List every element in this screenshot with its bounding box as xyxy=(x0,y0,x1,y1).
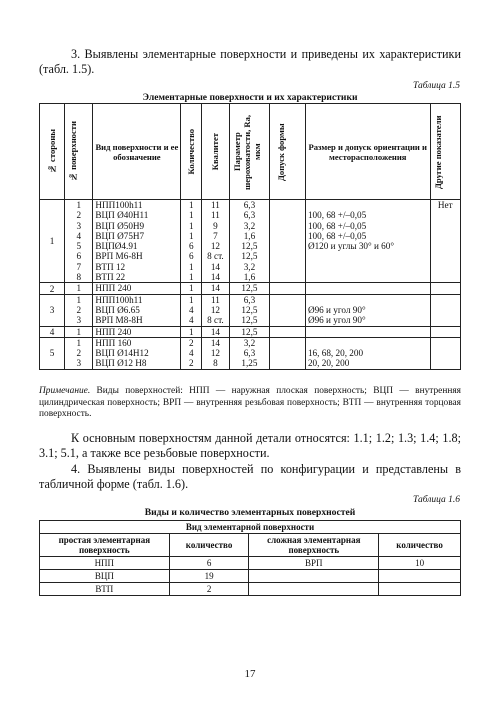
qualitets-line: 8 xyxy=(213,358,218,369)
roughness-values-line: 12,5 xyxy=(241,326,258,337)
other-indicators xyxy=(430,283,460,294)
roughness-values-line: 3,2 xyxy=(243,261,256,272)
surface-numbers-line: 8 xyxy=(76,272,82,283)
surface-types-line: ВЦП Ø75H7 xyxy=(95,230,145,241)
other-indicators-line xyxy=(433,262,458,272)
form-tolerance-line xyxy=(272,200,303,210)
qualitets-line: 12 xyxy=(210,304,220,315)
roughness-values-line: 3,2 xyxy=(243,220,256,231)
quantities-line: 4 xyxy=(189,304,194,315)
other-indicators-line xyxy=(433,358,458,368)
form-tolerance-line xyxy=(272,231,303,241)
table16-caption: Таблица 1.6 xyxy=(413,495,460,505)
size-tolerances-line xyxy=(308,200,428,210)
qualitets xyxy=(202,326,229,337)
table16-cell: ВРП xyxy=(249,557,379,570)
quantities-line: 1 xyxy=(189,326,194,337)
other-indicators xyxy=(430,337,460,369)
surface-numbers-line: 1 xyxy=(76,294,82,305)
other-indicators-line xyxy=(433,272,458,282)
size-tolerances xyxy=(305,326,430,337)
table-row xyxy=(40,326,461,337)
surface-types-line: НПП 240 xyxy=(95,326,132,337)
table15-header-row xyxy=(40,104,461,200)
qualitets-line: 14 xyxy=(210,326,220,337)
surface-numbers-line: 1 xyxy=(76,200,82,210)
table-row xyxy=(40,337,461,369)
page-number: 17 xyxy=(244,668,256,680)
form-tolerance-line xyxy=(272,272,303,282)
surface-numbers xyxy=(65,294,93,326)
qualitets xyxy=(202,283,229,294)
roughness-values-line: 3,2 xyxy=(243,337,256,348)
size-tolerances-line xyxy=(308,283,428,293)
header-qualitet: Квалитет xyxy=(202,104,229,200)
other-indicators-line xyxy=(433,283,458,293)
form-tolerance-line xyxy=(272,262,303,272)
qualitets-line: 11 xyxy=(210,210,220,221)
form-tolerance-line xyxy=(272,295,303,305)
qualitets-line: 14 xyxy=(210,261,220,272)
other-indicators-line xyxy=(433,327,458,337)
other-indicators-line xyxy=(433,305,458,315)
surface-numbers-line: 6 xyxy=(76,251,82,262)
surface-numbers xyxy=(65,283,93,294)
quantities-line: 1 xyxy=(189,220,194,231)
roughness-values-line: 12,5 xyxy=(241,283,258,294)
surfaces-table xyxy=(39,103,461,370)
header-roughness: Параметр шероховатости, Ra, мкм xyxy=(229,104,270,200)
table16-cell: 2 xyxy=(169,583,249,596)
quantities xyxy=(181,283,202,294)
form-tolerance-line xyxy=(272,348,303,358)
roughness-values xyxy=(229,326,270,337)
size-tolerances-line xyxy=(308,251,428,261)
surface-types-line: ВЦП Ø12 H8 xyxy=(95,358,147,369)
size-tolerances xyxy=(305,337,430,369)
table16-header-row xyxy=(40,534,461,557)
table-row xyxy=(40,200,461,283)
surface-types-line: НПП 160 xyxy=(95,337,132,348)
roughness-values-line: 1,25 xyxy=(241,358,258,369)
table16-group-header-row xyxy=(40,521,461,534)
surface-numbers-line: 1 xyxy=(76,326,82,337)
surface-numbers-line: 4 xyxy=(76,230,82,241)
surface-types-line: ВЦП Ø50H9 xyxy=(95,220,145,231)
other-indicators-line xyxy=(433,231,458,241)
quantities xyxy=(181,326,202,337)
header-size-tolerance: Размер и допуск ориентации и месторасположения xyxy=(305,104,430,200)
size-tolerances-line: 100, 68 +/–0,05 xyxy=(307,230,367,241)
table-row xyxy=(40,570,461,583)
roughness-values xyxy=(229,283,270,294)
quantities-line: 6 xyxy=(189,241,194,252)
surface-types-line: ВЦП Ø6.65 xyxy=(95,304,140,315)
other-indicators xyxy=(430,326,460,337)
table-note xyxy=(39,386,461,421)
other-indicators-line xyxy=(433,348,458,358)
surface-types xyxy=(93,294,181,326)
roughness-values-line: 6,3 xyxy=(243,294,256,305)
form-tolerance xyxy=(270,326,306,337)
other-indicators-line xyxy=(433,241,458,251)
qualitets xyxy=(202,337,229,369)
surface-types-line: ВЦПØ4.91 xyxy=(95,241,138,252)
other-indicators-line xyxy=(433,210,458,220)
note-text: Виды поверхностей: НПП — наружная плоская поверхность; ВЦП — внутренняя цилиндрическая поверхность; ВРП — внутренняя резьбовая поверхность; ВТП — внутренняя торцовая поверхность. xyxy=(39,386,461,420)
main-surfaces-paragraph: К основным поверхностям данной детали относятся: 1.1; 1.2; 1.3; 1.4; 1.8; 3.1; 5.1, а также все резьбовые поверхности. xyxy=(39,431,461,460)
table16-cell xyxy=(249,570,379,583)
form-tolerance xyxy=(270,200,306,283)
intro-paragraph: 3. Выявлены элементарные поверхности и приведены их характеристики (табл. 1.5). xyxy=(39,47,461,76)
form-tolerance-line xyxy=(272,305,303,315)
size-tolerances-line xyxy=(308,262,428,272)
form-tolerance-line xyxy=(272,241,303,251)
size-tolerances-line xyxy=(308,272,428,282)
qualitets xyxy=(202,294,229,326)
side-number: 1 xyxy=(40,200,65,283)
quantities-line: 1 xyxy=(189,200,194,210)
form-tolerance-line xyxy=(272,251,303,261)
table16-col-simple: простая элементарная поверхность xyxy=(40,534,170,557)
surface-numbers-line: 5 xyxy=(76,241,82,252)
surface-numbers xyxy=(65,326,93,337)
surface-numbers-line: 1 xyxy=(76,283,82,294)
roughness-values-line: 1,6 xyxy=(243,230,256,241)
quantities xyxy=(181,337,202,369)
quantities-line: 2 xyxy=(189,358,194,369)
surface-types-line: ВРП М8-8H xyxy=(95,315,143,326)
quantities-line: 1 xyxy=(189,261,194,272)
form-tolerance xyxy=(270,283,306,294)
table16-cell: ВЦП xyxy=(40,570,170,583)
size-tolerances-line: Ø120 и углы 30° и 60° xyxy=(307,241,395,252)
form-tolerance-line xyxy=(272,210,303,220)
quantities-line: 6 xyxy=(189,251,194,262)
size-tolerances-line: Ø96 и угол 90° xyxy=(307,315,366,326)
table16-group-header: Вид элементарной поверхности xyxy=(40,521,461,534)
roughness-values-line: 12,5 xyxy=(241,304,258,315)
surface-types xyxy=(93,200,181,283)
size-tolerances xyxy=(305,294,430,326)
table16-cell: 10 xyxy=(379,557,461,570)
other-indicators-line xyxy=(433,251,458,261)
surface-numbers-line: 2 xyxy=(76,348,82,359)
form-tolerance-line xyxy=(272,221,303,231)
surface-types-line: ВТП 22 xyxy=(95,272,126,283)
side-number: 2 xyxy=(40,283,65,294)
roughness-values xyxy=(229,337,270,369)
qualitets-line: 14 xyxy=(210,337,220,348)
size-tolerances-line xyxy=(308,338,428,348)
table15-caption: Таблица 1.5 xyxy=(413,81,460,91)
surface-types xyxy=(93,326,181,337)
surface-types-line: ВЦП Ø14H12 xyxy=(95,348,149,359)
size-tolerances xyxy=(305,283,430,294)
side-number: 4 xyxy=(40,326,65,337)
surface-numbers-line: 2 xyxy=(76,210,82,221)
surface-numbers-line: 3 xyxy=(76,358,82,369)
table16-cell: 19 xyxy=(169,570,249,583)
qualitets-line: 8 ст. xyxy=(207,315,224,326)
quantities-line: 4 xyxy=(189,315,194,326)
surface-types-line: НПП100h11 xyxy=(95,200,143,210)
table16-cell: 6 xyxy=(169,557,249,570)
surface-types xyxy=(93,337,181,369)
side-number: 3 xyxy=(40,294,65,326)
other-indicators-line xyxy=(433,338,458,348)
table-row xyxy=(40,583,461,596)
table-row xyxy=(40,557,461,570)
quantities-line: 1 xyxy=(189,272,194,283)
surface-numbers-line: 1 xyxy=(76,337,82,348)
size-tolerances-line: Ø96 и угол 90° xyxy=(307,304,366,315)
other-indicators-line xyxy=(433,295,458,305)
roughness-values-line: 6,3 xyxy=(243,200,256,210)
surface-types xyxy=(93,283,181,294)
surface-numbers-line: 2 xyxy=(76,304,82,315)
size-tolerances-line: 16, 68, 20, 200 xyxy=(307,348,364,359)
quantities-line: 1 xyxy=(189,230,194,241)
form-tolerance xyxy=(270,337,306,369)
size-tolerances-line: 100, 68 +/–0,05 xyxy=(307,220,367,231)
roughness-values-line: 12,5 xyxy=(241,251,258,262)
qualitets-line: 9 xyxy=(213,220,218,231)
surface-numbers xyxy=(65,200,93,283)
form-tolerance-line xyxy=(272,327,303,337)
roughness-values xyxy=(229,200,270,283)
table15-body xyxy=(40,200,461,370)
roughness-values-line: 12,5 xyxy=(241,241,258,252)
surface-numbers-line: 3 xyxy=(76,315,82,326)
table16-col-complex-qty: количество xyxy=(379,534,461,557)
other-indicators-line xyxy=(433,221,458,231)
roughness-values xyxy=(229,294,270,326)
header-form-tolerance: Допуск формы xyxy=(270,104,306,200)
side-number: 5 xyxy=(40,337,65,369)
form-tolerance-line xyxy=(272,283,303,293)
quantities-line: 2 xyxy=(189,337,194,348)
other-indicators-line: Нет xyxy=(437,200,453,210)
surface-types-line: НПП100h11 xyxy=(95,294,143,305)
table-row xyxy=(40,283,461,294)
quantities xyxy=(181,200,202,283)
surface-numbers-line: 7 xyxy=(76,261,82,272)
qualitets-line: 14 xyxy=(210,272,220,283)
size-tolerances-line: 100, 68 +/–0,05 xyxy=(307,210,367,221)
qualitets-line: 7 xyxy=(213,230,218,241)
size-tolerances-line xyxy=(308,295,428,305)
surface-types-line: ВРП М6-8H xyxy=(95,251,143,262)
note-label: Примечание. xyxy=(39,386,91,396)
form-tolerance-line xyxy=(272,315,303,325)
surface-numbers-line: 3 xyxy=(76,220,82,231)
table-row xyxy=(40,294,461,326)
surface-types-line: ВЦП Ø40H11 xyxy=(95,210,149,221)
table16-col-simple-qty: количество xyxy=(169,534,249,557)
qualitets-line: 14 xyxy=(210,283,220,294)
qualitets-line: 11 xyxy=(210,200,220,210)
header-quantity: Количество xyxy=(181,104,202,200)
quantities xyxy=(181,294,202,326)
surface-types-line: НПП 240 xyxy=(95,283,132,294)
size-tolerances-line xyxy=(308,327,428,337)
qualitets-line: 8 ст. xyxy=(207,251,224,262)
table16-cell xyxy=(379,583,461,596)
quantities-line: 1 xyxy=(189,294,194,305)
quantities-line: 1 xyxy=(189,210,194,221)
qualitets-line: 12 xyxy=(210,348,220,359)
form-tolerance xyxy=(270,294,306,326)
form-tolerance-line xyxy=(272,358,303,368)
form-tolerance-line xyxy=(272,338,303,348)
header-other: Другие показатели xyxy=(430,104,460,200)
roughness-values-line: 1,6 xyxy=(243,272,256,283)
other-indicators xyxy=(430,200,460,283)
qualitets xyxy=(202,200,229,283)
roughness-values-line: 12,5 xyxy=(241,315,258,326)
header-side: № стороны xyxy=(40,104,65,200)
other-indicators xyxy=(430,294,460,326)
paragraph-4: 4. Выявлены виды поверхностей по конфигурации и представлены в табличной форме (табл. 1.6). xyxy=(39,462,461,491)
other-indicators-line xyxy=(433,315,458,325)
header-surface-no: № поверхности xyxy=(65,104,93,200)
surface-kinds-table xyxy=(39,520,461,596)
table16-cell: НПП xyxy=(40,557,170,570)
table16-cell xyxy=(379,570,461,583)
surface-numbers xyxy=(65,337,93,369)
quantities-line: 1 xyxy=(189,283,194,294)
table15-title: Элементарные поверхности и их характеристики xyxy=(142,92,358,103)
roughness-values-line: 6,3 xyxy=(243,210,256,221)
header-type: Вид поверхности и ее обозначение xyxy=(93,104,181,200)
size-tolerances xyxy=(305,200,430,283)
table16-col-complex: сложная элементарная поверхность xyxy=(249,534,379,557)
size-tolerances-line: 20, 20, 200 xyxy=(307,358,350,369)
qualitets-line: 12 xyxy=(210,241,220,252)
quantities-line: 4 xyxy=(189,348,194,359)
qualitets-line: 11 xyxy=(210,294,220,305)
table16-cell xyxy=(249,583,379,596)
roughness-values-line: 6,3 xyxy=(243,348,256,359)
surface-types-line: ВТП 12 xyxy=(95,261,126,272)
table16-title: Виды и количество элементарных поверхностей xyxy=(144,507,356,518)
table16-cell: ВТП xyxy=(40,583,170,596)
